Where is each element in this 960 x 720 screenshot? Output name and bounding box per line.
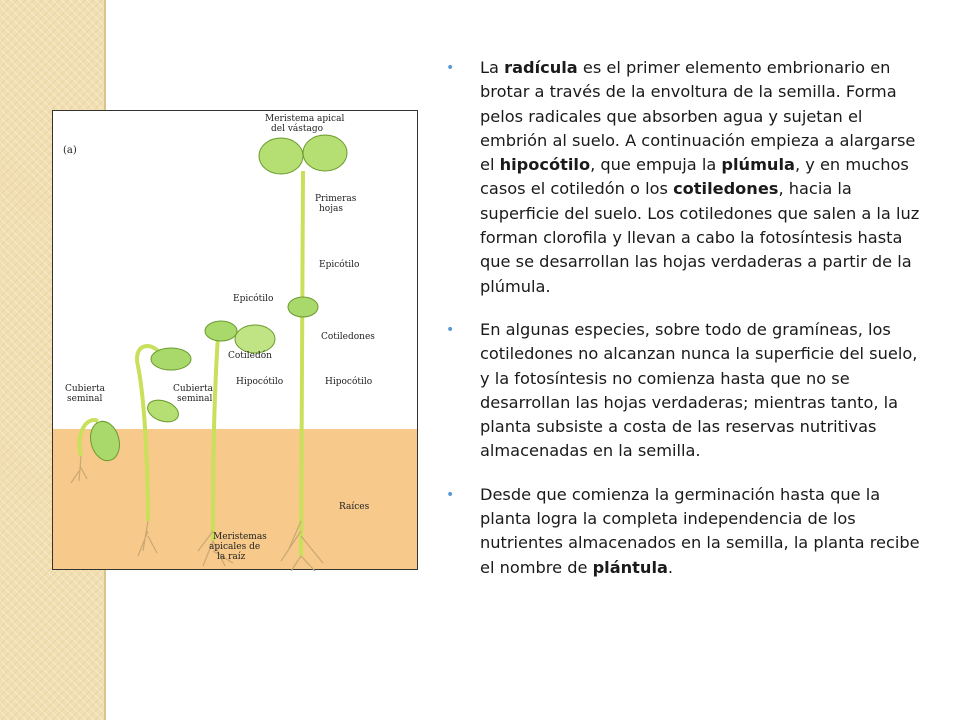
bullet-dot: • [446,60,455,76]
label-hipocotilo-mid: Hipocótilo [236,377,284,387]
label-meristemas-raiz-3: la raíz [217,552,246,562]
bullet-list [446,56,932,599]
panel-label: (a) [63,145,77,156]
term-plantula: plántula [592,557,668,577]
bullet-item-3: • Desde que comienza la germinación hasta que la planta logra la completa independencia de los nutrientes almacenados en la semilla, la planta recibe el nombre de plántula. [446,484,920,577]
term-radicula: radícula [504,58,578,77]
label-epicotilo-top: Epicótilo [233,294,274,304]
bullet-dot: • [446,486,455,503]
term-plumula: plúmula [721,155,795,175]
label-cubierta-seminal-2b: seminal [177,394,213,404]
label-cubierta-seminal-1b: seminal [67,394,103,404]
germination-illustration [53,111,419,571]
label-epicotilo-right: Epicótilo [319,260,360,270]
germination-figure [52,110,418,570]
term-hipocotilo: hipocótilo [499,155,591,175]
bullet-item-1: • La radícula es el primer elemento embrionario en brotar a través de la envoltura de la semilla. Forma pelos radicales que absorben agua y sujetan el embrión al suelo. A continuación empieza a alargarse el hipocótilo, que empuja la plúmula, y en muchos casos el cotiledón o los cotiledones, hacia la superficie del suelo. Los cotiledones que salen a la luz forman clorofila y llevan a cabo la fotosíntesis hasta que se desarrollan las hojas verdaderas a partir de la plúmula. [446,58,920,296]
term-cotiledones: cotiledones [673,179,779,199]
label-raices: Raíces [339,502,370,512]
label-cubierta-seminal-2: Cubierta [173,384,213,394]
label-meristema-vastago-2: del vástago [271,124,324,134]
label-meristemas-raiz-2: apicales de [209,542,261,552]
label-cotiledones: Cotiledones [321,332,375,342]
label-hipocotilo-right: Hipocótilo [325,377,373,387]
label-meristemas-raiz: Meristemas [213,532,267,542]
label-cubierta-seminal-1: Cubierta [65,384,105,394]
bullet-item-2: • En algunas especies, sobre todo de gramíneas, los cotiledones no alcanzan nunca la superficie del suelo, y la fotosíntesis no comienza hasta que no se desarrollan las hojas verdaderas; mientras tanto, la planta subsiste a costa de las reservas nutritivas almacenadas en la semilla. [446,319,918,461]
label-cotiledon: Cotiledón [228,351,272,361]
label-primeras-hojas-2: hojas [319,204,343,214]
label-meristema-vastago: Meristema apical [265,114,345,124]
bullet-dot: • [446,321,455,338]
label-primeras-hojas: Primeras [315,194,357,204]
